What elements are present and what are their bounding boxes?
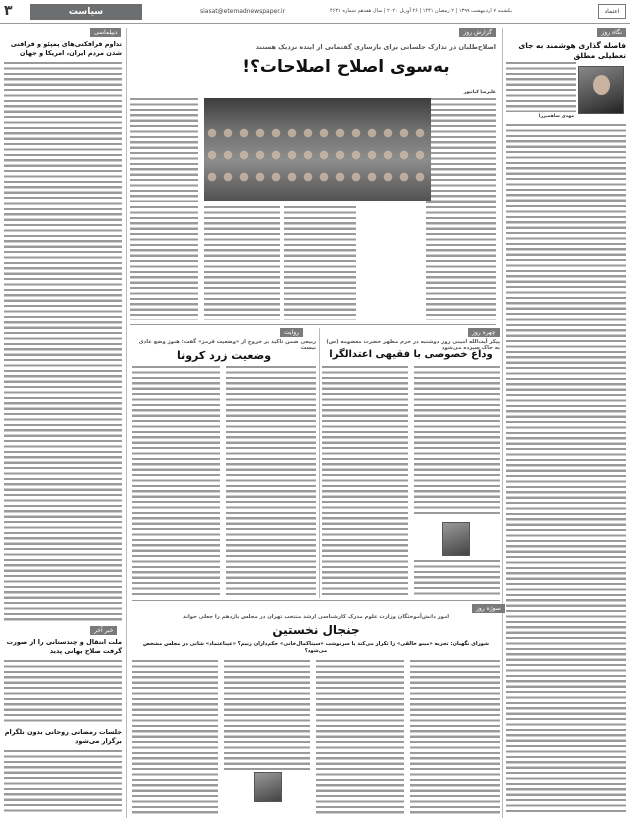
section-label: سیاست bbox=[30, 4, 142, 20]
section-rule bbox=[130, 324, 496, 325]
main-col-2 bbox=[204, 206, 280, 320]
bottom-subtitle: شورای نگهبان: تجربه «مینو خالقی» را تکرار می‌کند یا سرنوشت «سیناکمال‌خانی» حکم‌داران زنیم؟ «عیناعتماد» شانی در مجلس مشخص می‌شود؟ bbox=[142, 641, 490, 654]
page-number: ۳ bbox=[4, 3, 13, 19]
candidate-portrait bbox=[254, 772, 282, 802]
left-top-title: تداوم فرافکنی‌های پمپئو و فرافنی شدن مردم ایران، امریکا و جهان bbox=[10, 40, 122, 57]
section-email[interactable]: siasat@etemadnewspaper.ir bbox=[200, 8, 286, 15]
news2-body bbox=[4, 750, 122, 814]
tag-middle: روایت bbox=[280, 328, 303, 337]
middle-right-col-1 bbox=[322, 366, 408, 596]
bottom-col-4 bbox=[410, 660, 500, 816]
middle-rule bbox=[319, 328, 320, 598]
bottom-col-2 bbox=[224, 660, 310, 770]
middle-right-col-2 bbox=[414, 366, 500, 516]
section-rule-2 bbox=[132, 600, 500, 601]
tag-middle-right: چهره روز bbox=[468, 328, 500, 337]
column-rule-left bbox=[126, 28, 127, 818]
date-line: یکشنبه ۷ اردیبهشت ۱۳۹۹ | ۲ رمضان ۱۴۴۱ | ۲۶ آوریل ۲۰۲۰ | سال هفدهم شماره ۴۶۳۱ bbox=[330, 8, 512, 14]
middle-kicker: ربیعی ضمن تاکید بر خروج از «وضعیت قرمز» گفت: هنوز وضع عادی نیست bbox=[138, 339, 316, 351]
tag-left-top: دیپلماسی bbox=[90, 28, 121, 37]
main-col-1 bbox=[426, 98, 496, 320]
middle-right-kicker: پیکر آیت‌الله امینی روز دوشنبه در حرم مطهر حضرت معصومه (س) به خاک سپرده می‌شود bbox=[326, 339, 500, 351]
ayatollah-portrait bbox=[442, 522, 470, 556]
main-author: علیرضا کیانپور bbox=[463, 90, 496, 95]
newspaper-logo: اعتماد bbox=[598, 4, 626, 19]
bottom-col-1 bbox=[132, 660, 218, 816]
tag-right-top: نگاه روز bbox=[597, 28, 626, 37]
right-column-body bbox=[506, 124, 626, 814]
main-title: به‌سوی اصلاح اصلاحات؟! bbox=[242, 57, 450, 77]
news-body bbox=[4, 660, 122, 722]
news2-title: جلسات رمضانی روحانی بدون تلگرام برگزار می‌شود bbox=[4, 728, 122, 745]
right-top-author: مهدی شاهمیرزا bbox=[538, 114, 574, 119]
column-rule bbox=[502, 28, 503, 818]
middle-col-1 bbox=[132, 366, 220, 596]
left-top-body bbox=[4, 62, 122, 622]
masthead bbox=[0, 0, 630, 24]
main-col-left-upper bbox=[130, 98, 198, 202]
bottom-col-3 bbox=[316, 660, 404, 816]
middle-right-title: وداع خصوصی با فقیهی اعتدالگرا bbox=[329, 349, 493, 360]
main-col-4 bbox=[130, 206, 198, 320]
right-top-lede bbox=[506, 62, 576, 112]
tag-news: خبر آخر bbox=[90, 626, 117, 635]
tag-bottom: سوژه روز bbox=[472, 604, 505, 613]
main-col-3 bbox=[284, 206, 356, 320]
meeting-photo bbox=[204, 98, 431, 201]
bottom-kicker: امور دانش‌آموختگان وزارت علوم مدرک کارشناسی ارشد منتخب تهران در مجلس یازدهم را جعلی خواند bbox=[182, 614, 450, 620]
author-portrait bbox=[578, 66, 624, 114]
tag-main: گزارش روز bbox=[459, 28, 496, 37]
main-kicker: اصلاح‌طلبان در تدارک جلساتی برای بازسازی گفتمانی از اینده نزدیک هستند bbox=[255, 43, 496, 51]
middle-title: وضعیت زرد کرونا bbox=[176, 349, 272, 362]
news-title: ملت انتقال و چندستانی را از صورت گرفت صلاح بهانی پدید bbox=[6, 638, 122, 655]
bottom-title: جنجال نخستین bbox=[272, 623, 360, 637]
right-top-title: فاصله گذاری هوشمند به جای تعطیلی مطلق bbox=[518, 41, 626, 60]
middle-right-col-3 bbox=[414, 560, 500, 596]
middle-col-2 bbox=[226, 366, 316, 596]
